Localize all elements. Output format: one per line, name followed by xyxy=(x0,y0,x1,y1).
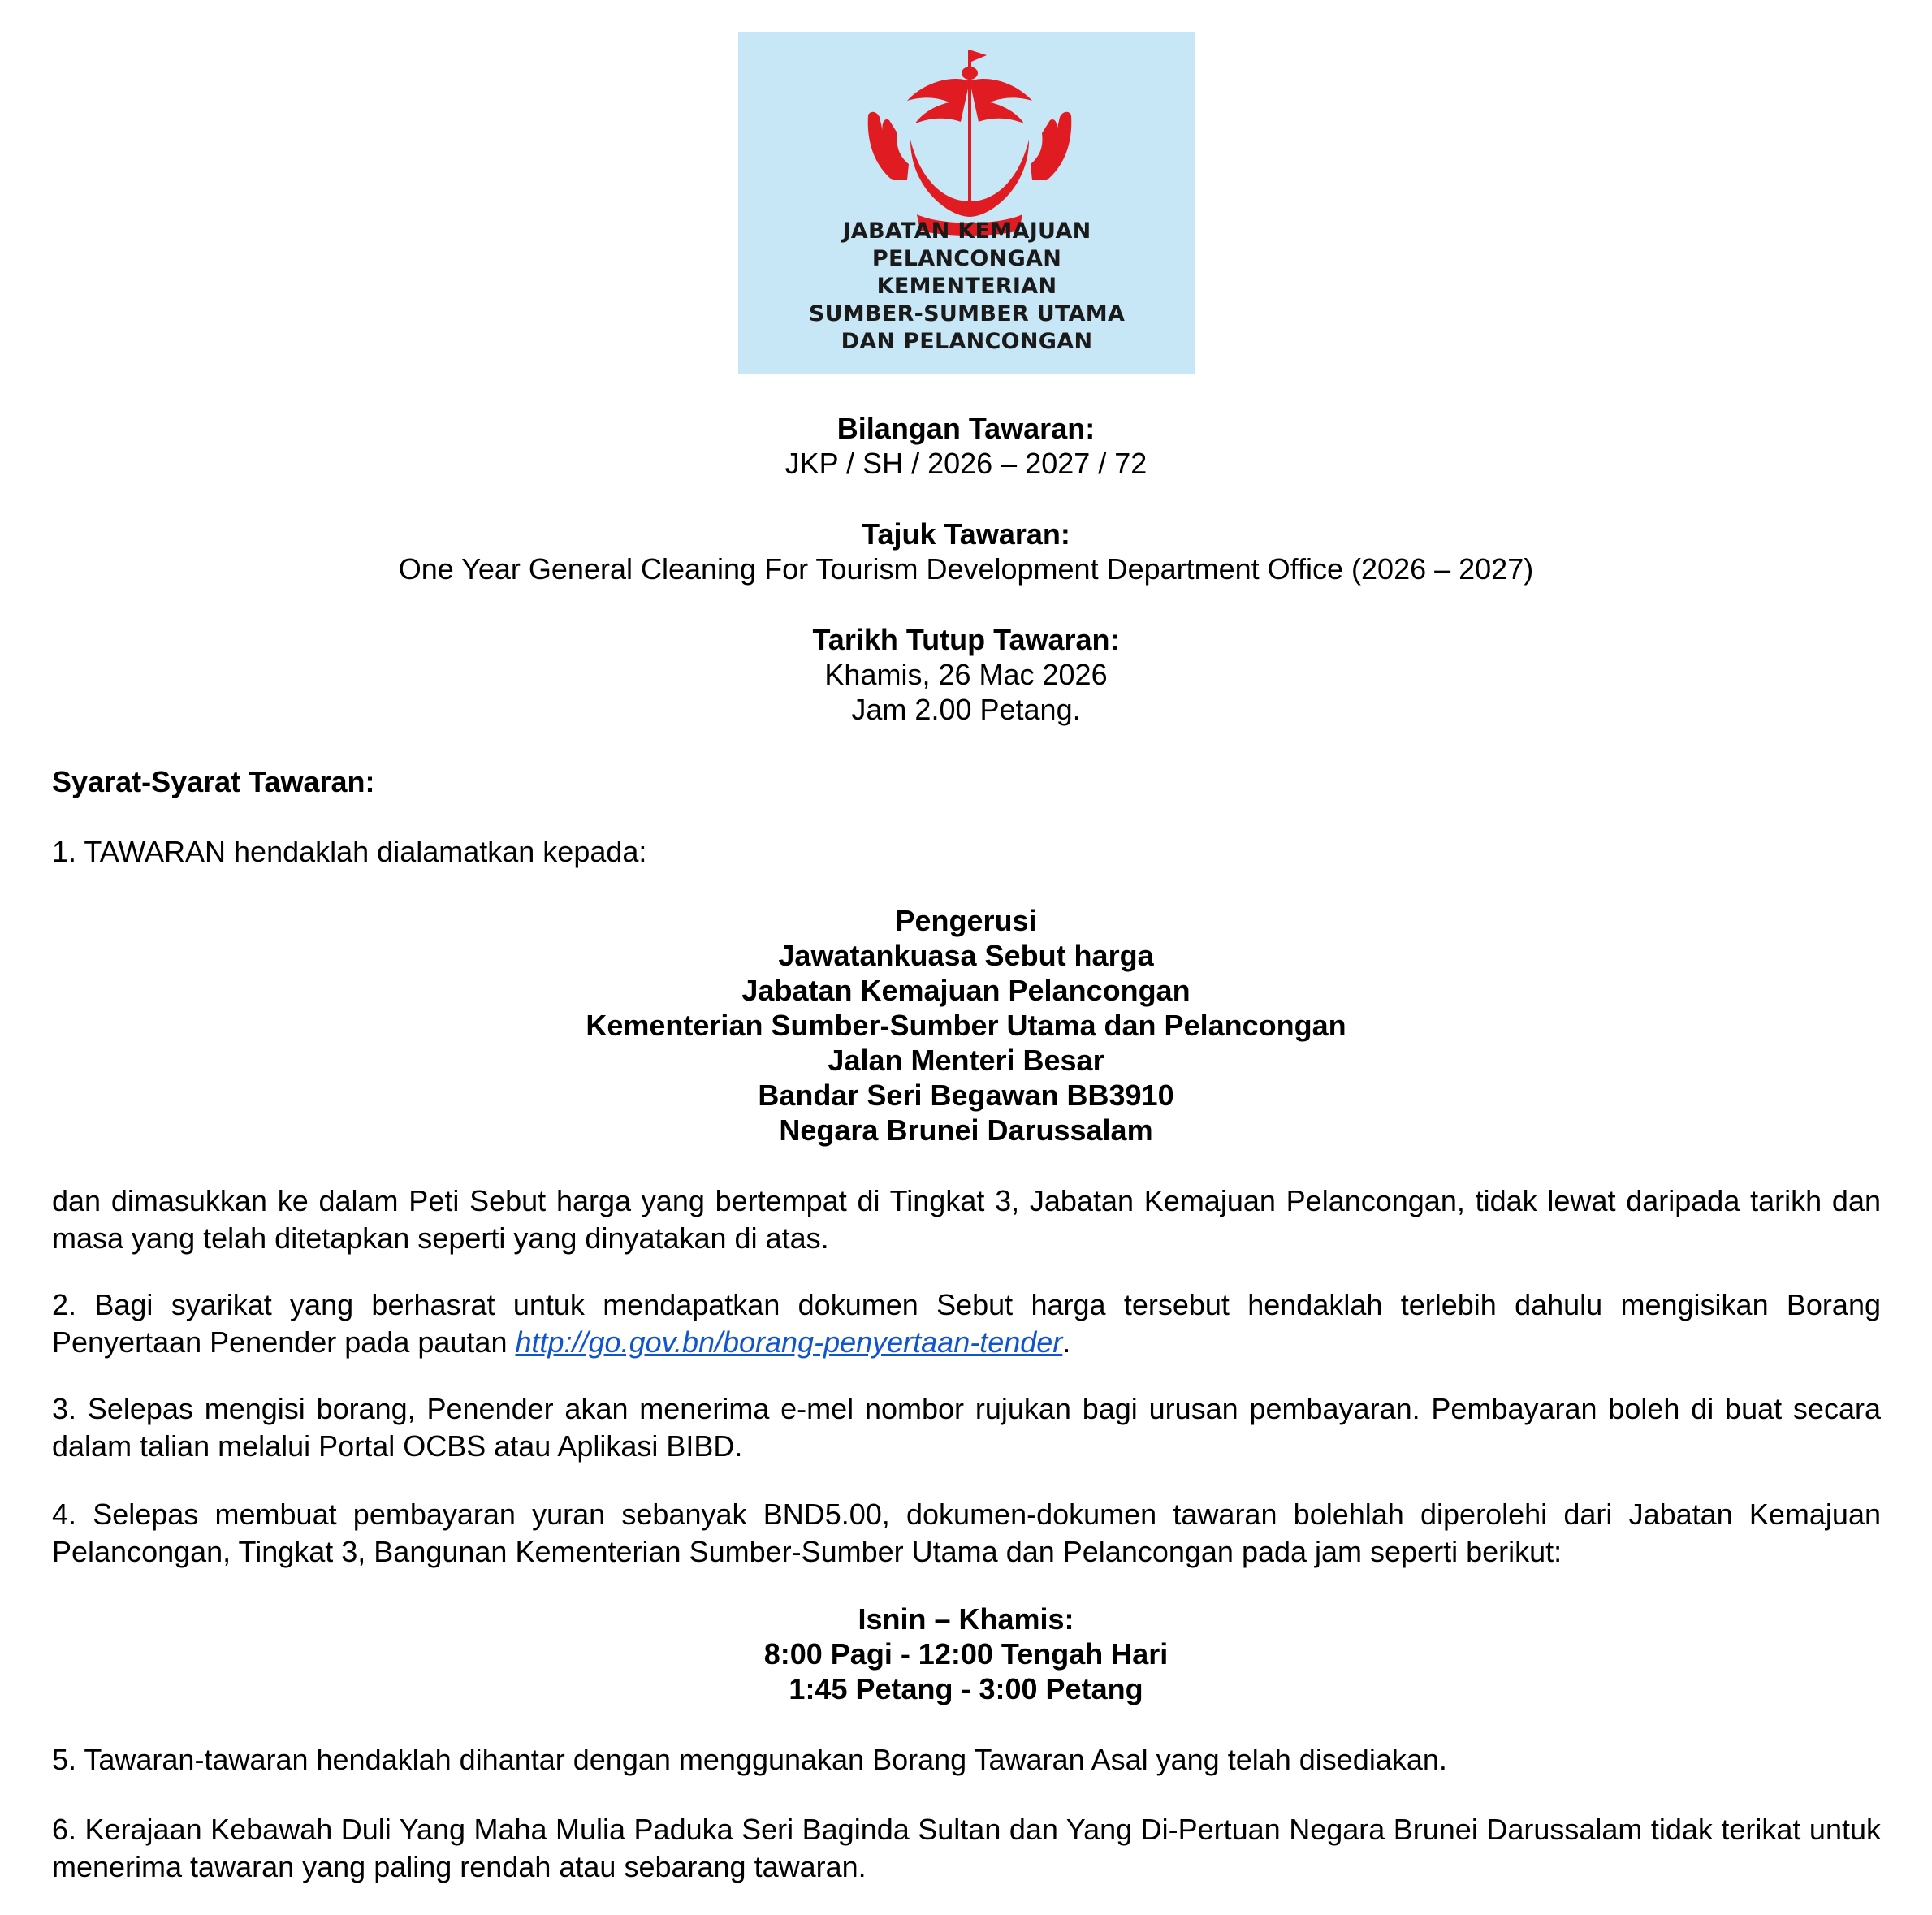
logo-line: KEMENTERIAN xyxy=(876,274,1057,299)
address-line: Negara Brunei Darussalam xyxy=(779,1113,1153,1147)
term-2-end: . xyxy=(1062,1325,1071,1359)
registration-form-link[interactable]: http://go.gov.bn/borang-penyertaan-tender xyxy=(515,1325,1063,1359)
address-instructions: dan dimasukkan ke dalam Peti Sebut harga yang bertempat di Tingkat 3, Jabatan Kemajuan Pelancongan, tidak lewat daripada tarikh dan masa yang telah ditetapkan seperti yang dinyatakan di atas. xyxy=(52,1184,1881,1255)
term-2-text: 2. Bagi syarikat yang berhasrat untuk mendapatkan dokumen Sebut harga tersebut hendaklah terlebih dahulu mengisikan Borang Penyertaan Penender pada pautan xyxy=(52,1288,1881,1359)
term-3: 3. Selepas mengisi borang, Penender akan menerima e-mel nombor rujukan bagi urusan pembayaran. Pembayaran boleh di buat secara dalam talian melalui Portal OCBS atau Aplikasi BIBD. xyxy=(52,1392,1881,1463)
address-line: Jalan Menteri Besar xyxy=(828,1044,1104,1077)
term-2 xyxy=(52,1286,1881,1361)
office-hours-morning: 8:00 Pagi - 12:00 Tengah Hari xyxy=(763,1637,1169,1671)
address-line: Pengerusi xyxy=(895,904,1037,937)
department-logo xyxy=(738,32,1195,374)
term-1: 1. TAWARAN hendaklah dialamatkan kepada: xyxy=(52,835,647,868)
logo-text xyxy=(738,218,1195,356)
offer-number-value: JKP / SH / 2026 – 2027 / 72 xyxy=(784,447,1148,480)
office-hours-days: Isnin – Khamis: xyxy=(858,1602,1074,1636)
logo-line: SUMBER-SUMBER UTAMA xyxy=(808,301,1126,326)
closing-date-value: Khamis, 26 Mac 2026 xyxy=(824,658,1108,691)
logo-line: DAN PELANCONGAN xyxy=(841,329,1093,354)
address-block xyxy=(0,903,1932,1148)
address-line: Bandar Seri Begawan BB3910 xyxy=(758,1079,1174,1112)
logo-line: JABATAN KEMAJUAN xyxy=(842,218,1091,244)
brunei-crest-icon xyxy=(860,42,1079,237)
address-line: Jabatan Kemajuan Pelancongan xyxy=(741,974,1191,1007)
closing-date-label: Tarikh Tutup Tawaran: xyxy=(812,623,1120,656)
term-6: 6. Kerajaan Kebawah Duli Yang Maha Mulia Paduka Seri Baginda Sultan dan Yang Di-Pertuan Negara Brunei Darussalam tidak terikat untuk menerima tawaran yang paling rendah atau sebarang tawaran. xyxy=(52,1813,1881,1883)
offer-title-value: One Year General Cleaning For Tourism Development Department Office (2026 – 2027) xyxy=(398,552,1534,586)
closing-time-value: Jam 2.00 Petang. xyxy=(851,693,1081,726)
offer-title-label: Tajuk Tawaran: xyxy=(862,517,1070,551)
offer-title-section xyxy=(0,517,1932,586)
closing-date-section xyxy=(0,622,1932,727)
office-hours-afternoon: 1:45 Petang - 3:00 Petang xyxy=(789,1672,1143,1705)
offer-number-label: Bilangan Tawaran: xyxy=(836,412,1096,445)
term-5: 5. Tawaran-tawaran hendaklah dihantar dengan menggunakan Borang Tawaran Asal yang telah disediakan. xyxy=(52,1743,1447,1776)
offer-number-section xyxy=(0,411,1932,481)
logo-line: PELANCONGAN xyxy=(871,246,1062,271)
address-line: Kementerian Sumber-Sumber Utama dan Pelancongan xyxy=(586,1009,1346,1042)
office-hours-block xyxy=(0,1602,1932,1706)
term-4: 4. Selepas membuat pembayaran yuran sebanyak BND5.00, dokumen-dokumen tawaran bolehlah diperolehi dari Jabatan Kemajuan Pelancongan, Tingkat 3, Bangunan Kementerian Sumber-Sumber Utama dan Pelancongan pada jam seperti berikut: xyxy=(52,1498,1881,1568)
address-line: Jawatankuasa Sebut harga xyxy=(778,939,1154,972)
terms-heading: Syarat-Syarat Tawaran: xyxy=(52,765,375,798)
